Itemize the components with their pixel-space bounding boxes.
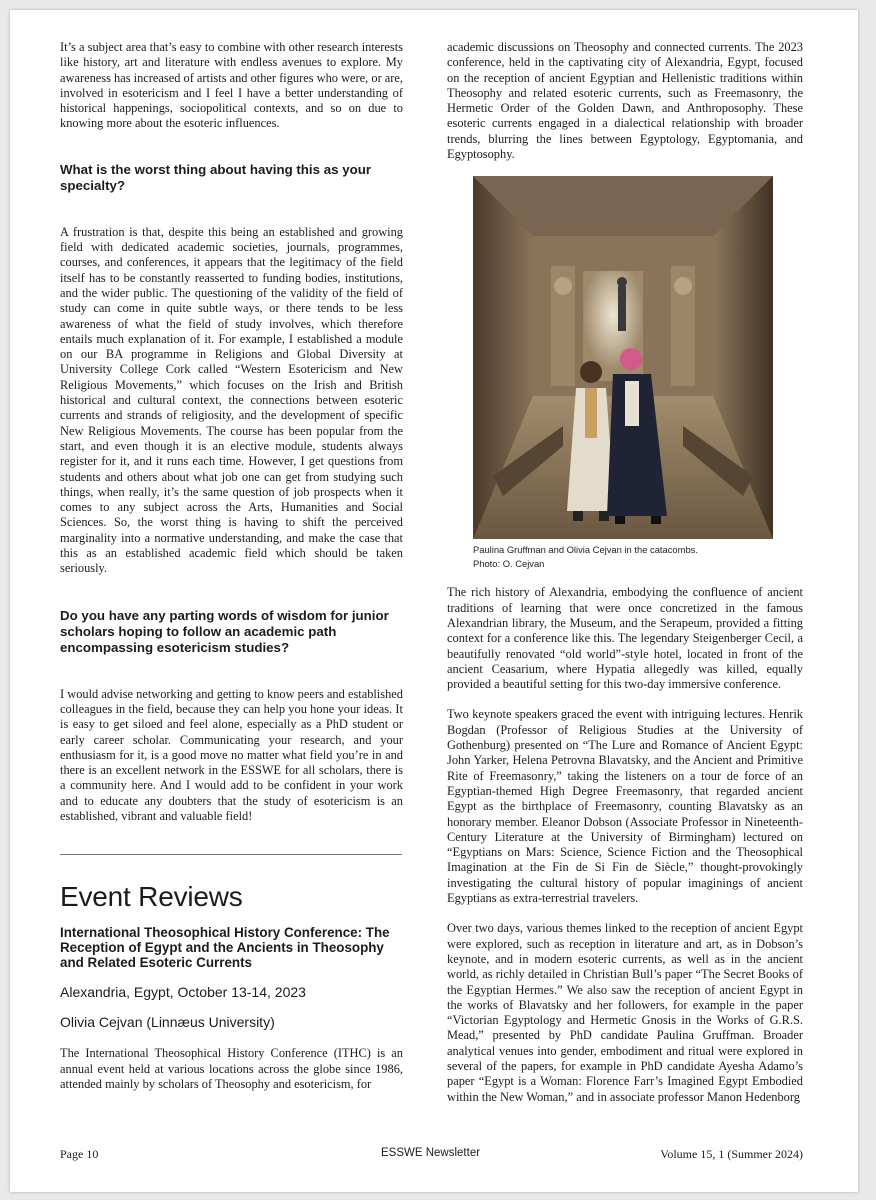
body-paragraph: Over two days, various themes linked to the reception of ancient Egypt were explored, such as reception in literature and art, as in Dobson’s keynote, and in modern esoteric currents, as well as in the ancient world, as richly detailed in Christian Bull’s paper “The Secret Books of the Egyptian Hermes.” We also saw the reception of ancient Egypt in the works of Blavatsky and her followers, for example in the paper “Victorian Egyptology and Hermetic Gnosis in the Works of G.R.S. Mead,” presented by PhD candidate Paulina Gruffman. Broader analytical venues into gender, embodiment and ritual were explored in several of the papers, for example in PhD candidate Ayesha Adamo’s paper “Egypt is a Woman: Florence Farr’s Imagined Egypt Embodied within the New Woman,” and in associate professor Manon Hedenborg [447, 921, 803, 1104]
photo-caption: Paulina Gruffman and Olivia Cejvan in the catacombs. [473, 544, 698, 556]
body-paragraph: I would advise networking and getting to know peers and established colleagues in the field, because they can help you hone your ideas. It is easy to get siloed and feel alone, especially as a PhD student or early career scholar. Communicating your research, and your enthusiasm for it, is a good move no matter what field you’re in and there is an excellent network in the ESSWE for all scholars, there is a community here. And I would add to be confident in your work and to educate any doubters that the study of esotericism is an established, vibrant and valuable field! [60, 686, 403, 823]
body-paragraph: It’s a subject area that’s easy to combine with other research interests like history, art and literature with endless avenues to explore. My awareness has increased of artists and other figures who were, or are, involved in esotericism and I feel I have a better understanding of historical happenings, sociopolitical contexts, and so on due to knowing more about the esoteric influences. [60, 40, 404, 131]
right-column [447, 40, 803, 1105]
newsletter-name: ESSWE Newsletter [381, 1147, 481, 1159]
left-column [60, 40, 403, 1092]
body-paragraph: academic discussions on Theosophy and connected currents. The 2023 conference, held in the captivating city of Alexandria, Egypt, focused on the reception of ancient Egyptian and Hellenistic traditions within Theosophy and related esoteric currents, such as Freemasonry, the Hermetic Order of the Golden Dawn, and Anthroposophy. These esoteric currents engaged in a dialectical relationship with broader trends, blurring the lines between Egyptology, Egyptomania, and Egyptosophy. [447, 40, 803, 162]
interview-question: Do you have any parting words of wisdom for junior scholars hoping to follow an academic path encompassing esotericism studies? [60, 607, 389, 655]
newsletter-page [10, 10, 858, 1192]
section-heading: Event Reviews [60, 881, 243, 913]
volume-info: Volume 15, 1 (Summer 2024) [660, 1147, 803, 1161]
event-location-date: Alexandria, Egypt, October 13-14, 2023 [60, 984, 306, 1001]
body-paragraph: The rich history of Alexandria, embodying the confluence of ancient traditions of learning that were once concretized in the famous Alexandrian library, the Museum, and the Serapeum, provided a fitting context for a conference like this. The legendary Steigenberger Cecil, a beautifully renovated “old world”-style hotel, located in front of the ancient Ceasarium, where Hypatia allegedly was killed, equally provided a beautiful setting for this two-day immersive conference. [447, 585, 803, 692]
body-paragraph: A frustration is that, despite this being an established and growing field with dedicated academic societies, journals, programmes, courses, and conferences, it appears that the legitimacy of the field itself has to be constantly reasserted to funding bodies, institutions, and the wider public. The questioning of the validity of the field of study can come in quite subtle ways, or there tends to be less awareness of what the field of study involves, which therefore entails much explanation of it. For example, I established a module on our BA programme in Religions and Global Diversity at University College Cork called “Western Esotericism and New Religious Movements,” which focuses on the Irish and British historical and cultural context, the connections between esoteric currents and strands of religiosity, and the development of specific New Religious Movements. The course has been popular from the start, and even though it is an elective module, students always register for it, and it runs each time. However, I get questions from students and others about what job one can get from studying such things, when really, it’s the same question of job prospects when it comes to any subject across the Arts, Humanities and Social Sciences. So, the worst thing is having to shift the perceived marginality into a normative understanding, and make the case that this as an established academic field which should be taken seriously. [60, 224, 403, 576]
catacombs-illustration [473, 176, 773, 539]
photo-credit: Photo: O. Cejvan [473, 558, 545, 570]
interview-question: What is the worst thing about having this as your specialty? [60, 161, 372, 193]
article-author: Olivia Cejvan (Linnæus University) [60, 1014, 275, 1031]
body-paragraph: The International Theosophical History Conference (ITHC) is an annual event held at various locations across the globe since 1986, attended mainly by scholars of Theosophy and esotericism, for [60, 1046, 403, 1091]
body-paragraph: Two keynote speakers graced the event with intriguing lectures. Henrik Bogdan (Professor of Religious Studies at the University of Gothenburg) presented on “The Lure and Romance of Ancient Egypt: John Yarker, Helena Petrovna Blavatsky, and the Ancient and Primitive Rite of Freemasonry,” taking the listeners on a tour de force of an Egyptian-themed High Degree Freemasonry, that regarded ancient Egypt as the birthplace of Freemasonry, counting Blavatsky as an honorary member. Eleanor Dobson (Associate Professor in Nineteenth-Century Literature at the University of Birmingham) lectured on “Egyptians on Mars: Science, Science Fiction and the Theosophical Imagination at the Fin de Si Fin de Siècle,” thought-provokingly investigating the cultural history of popular imaginings of ancient Egyptians as extra-terrestrial travelers. [447, 707, 803, 906]
page-number: Page 10 [60, 1147, 99, 1161]
catacombs-photo [473, 176, 773, 539]
article-title: International Theosophical History Conference: The Reception of Egypt and the Ancients in Theosophy and Related Esoteric Currents [60, 925, 390, 971]
